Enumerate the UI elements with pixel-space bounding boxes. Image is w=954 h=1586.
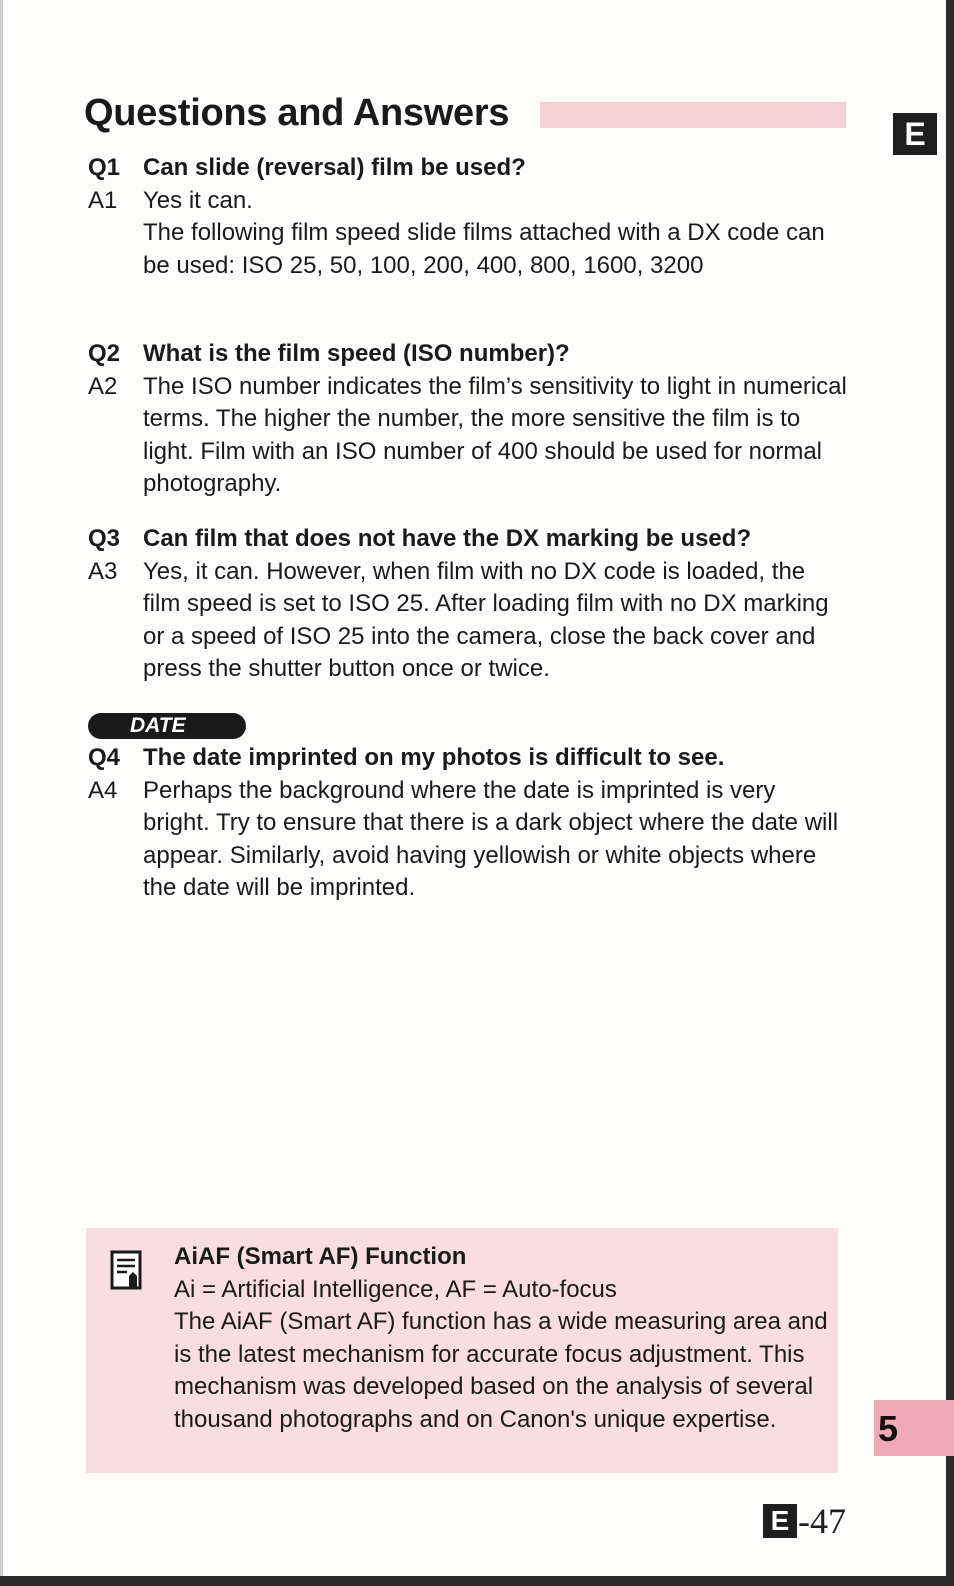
- date-badge: DATE: [88, 713, 246, 739]
- answer-label: A3: [88, 557, 118, 585]
- page-edge-left: [0, 0, 3, 1586]
- answer-text: The following film speed slide films attached with a DX code can be used: ISO 25, 50, 100, 200, 400, 800, 1600, 3200: [143, 219, 825, 279]
- answer-text: Perhaps the background where the date is imprinted is very bright. Try to ensure that there is a dark object where the date will appear. Similarly, avoid having yellowish or white objects where the date will be imprinted.: [143, 776, 839, 901]
- question-text: Can slide (reversal) film be used?: [143, 154, 526, 181]
- note-heading: AiAF (Smart AF) Function: [174, 1243, 467, 1270]
- note-body-text: The AiAF (Smart AF) function has a wide measuring area and is the latest mechanism for accurate focus adjustment. This mechanism was developed based on the analysis of several thousand photographs and on Canon's unique expertise.: [174, 1308, 828, 1433]
- page-prefix: E: [763, 1504, 797, 1538]
- page-title: Questions and Answers: [84, 92, 510, 134]
- memo-icon: [110, 1250, 142, 1290]
- answer-label: A1: [88, 186, 118, 214]
- title-row: [84, 88, 854, 140]
- question-label: Q1: [88, 154, 121, 181]
- answer-text: Yes it can.: [143, 186, 253, 214]
- question-text: What is the film speed (ISO number)?: [143, 340, 570, 367]
- question-label: Q4: [88, 744, 121, 771]
- chapter-tab: [874, 1400, 954, 1456]
- note-definition: Ai = Artificial Intelligence, AF = Auto-focus: [174, 1275, 617, 1303]
- answer: [88, 775, 848, 905]
- question: [88, 742, 848, 775]
- answer: [88, 185, 848, 283]
- answer-text: The ISO number indicates the film’s sensitivity to light in numerical terms. The higher the number, the more sensitive the film is to light. Film with an ISO number of 400 should be used for normal photography.: [143, 372, 847, 497]
- question: [88, 523, 848, 556]
- question-label: Q2: [88, 340, 121, 367]
- chapter-number: 5: [878, 1408, 899, 1449]
- question-text: The date imprinted on my photos is difficult to see.: [143, 744, 725, 771]
- qa-item-4: [88, 742, 848, 905]
- page-edge-right: [946, 0, 954, 1586]
- title-accent-bar: [540, 102, 846, 128]
- answer-text: Yes, it can. However, when film with no DX code is loaded, the film speed is set to ISO 25. After loading film with no DX marking or a speed of ISO 25 into the camera, close the back cover and press the shutter button once or twice.: [143, 557, 829, 682]
- answer: [88, 556, 848, 686]
- question-label: Q3: [88, 525, 121, 552]
- page-number: [763, 1501, 846, 1541]
- qa-item-1: [88, 152, 848, 282]
- question: [88, 152, 848, 185]
- page-number-value: -47: [798, 1501, 846, 1541]
- answer-label: A4: [88, 776, 118, 804]
- qa-item-2: [88, 338, 848, 501]
- note-box: [86, 1228, 838, 1473]
- page-edge-bottom: [0, 1576, 954, 1586]
- language-tab: E: [893, 113, 937, 155]
- question: [88, 338, 848, 371]
- answer: [88, 371, 848, 501]
- question-text: Can film that does not have the DX marking be used?: [143, 525, 752, 552]
- qa-item-3: [88, 523, 848, 686]
- answer-label: A2: [88, 372, 118, 400]
